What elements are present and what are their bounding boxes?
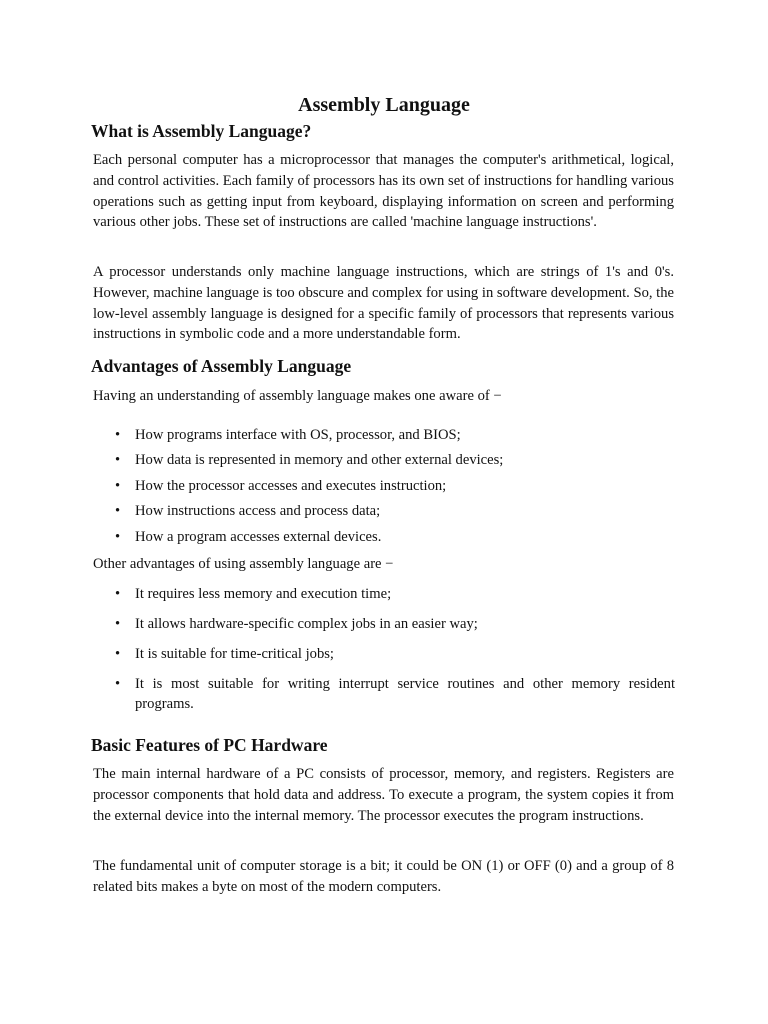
paragraph-intro-1: Each personal computer has a microprocessor that manages the computer's arithmetical, logical, and control activities. Each family of processors has its own set of instructions for handling various operations such as getting input from keyboard, displaying information on screen and performing various other jobs. These set of instructions are called 'machine language instructions'. — [93, 152, 674, 231]
list-item-text: How data is represented in memory and other external devices; — [135, 452, 504, 469]
advantages-intro: Having an understanding of assembly language makes one aware of − — [93, 388, 502, 404]
page-title: Assembly Language — [298, 94, 470, 116]
list-item — [115, 614, 675, 634]
list-item — [115, 644, 675, 664]
list-item — [115, 527, 675, 547]
paragraph-intro-2: A processor understands only machine language instructions, which are strings of 1's and 0's. However, machine language is too obscure and complex for using in software development. So, the low-level assembly language is designed for a specific family of processors that represents various instructions in symbolic code and a more understandable form. — [93, 264, 674, 343]
other-advantages-list — [115, 584, 675, 724]
list-item-text: How a program accesses external devices. — [135, 528, 382, 545]
section-heading-pc-hardware: Basic Features of PC Hardware — [91, 735, 328, 755]
bullet-icon: • — [115, 452, 121, 469]
list-item-text: How instructions access and process data; — [135, 503, 381, 520]
list-item-text: It is most suitable for writing interrupt service routines and other memory resident programs. — [135, 676, 675, 712]
list-item — [115, 425, 675, 445]
list-item — [115, 450, 675, 470]
bullet-icon: • — [115, 586, 121, 602]
bullet-icon: • — [115, 676, 121, 692]
bullet-icon: • — [115, 503, 121, 520]
list-item-text: It allows hardware-specific complex jobs in an easier way; — [135, 616, 478, 632]
list-item-text: How the processor accesses and executes instruction; — [135, 477, 447, 494]
list-item-text: How programs interface with OS, processor, and BIOS; — [135, 427, 461, 443]
list-item — [115, 584, 675, 604]
paragraph-hardware-2: The fundamental unit of computer storage is a bit; it could be ON (1) or OFF (0) and a group of 8 related bits makes a byte on most of the modern computers. — [93, 858, 674, 895]
list-item-text: It is suitable for time-critical jobs; — [135, 646, 334, 662]
bullet-icon: • — [115, 646, 121, 662]
list-item — [115, 476, 675, 496]
bullet-icon: • — [115, 616, 121, 632]
other-advantages-intro: Other advantages of using assembly language are − — [93, 556, 394, 572]
bullet-icon: • — [115, 477, 121, 494]
list-item — [115, 674, 675, 714]
awareness-list — [115, 425, 675, 552]
section-heading-what-is: What is Assembly Language? — [91, 121, 312, 141]
bullet-icon: • — [115, 528, 121, 545]
paragraph-hardware-1: The main internal hardware of a PC consists of processor, memory, and registers. Registers are processor components that hold data and address. To execute a program, the system copies it from the external device into the internal memory. The processor executes the program instructions. — [93, 766, 674, 824]
section-heading-advantages: Advantages of Assembly Language — [91, 356, 352, 376]
bullet-icon: • — [115, 427, 121, 443]
list-item-text: It requires less memory and execution time; — [135, 586, 392, 602]
list-item — [115, 501, 675, 521]
